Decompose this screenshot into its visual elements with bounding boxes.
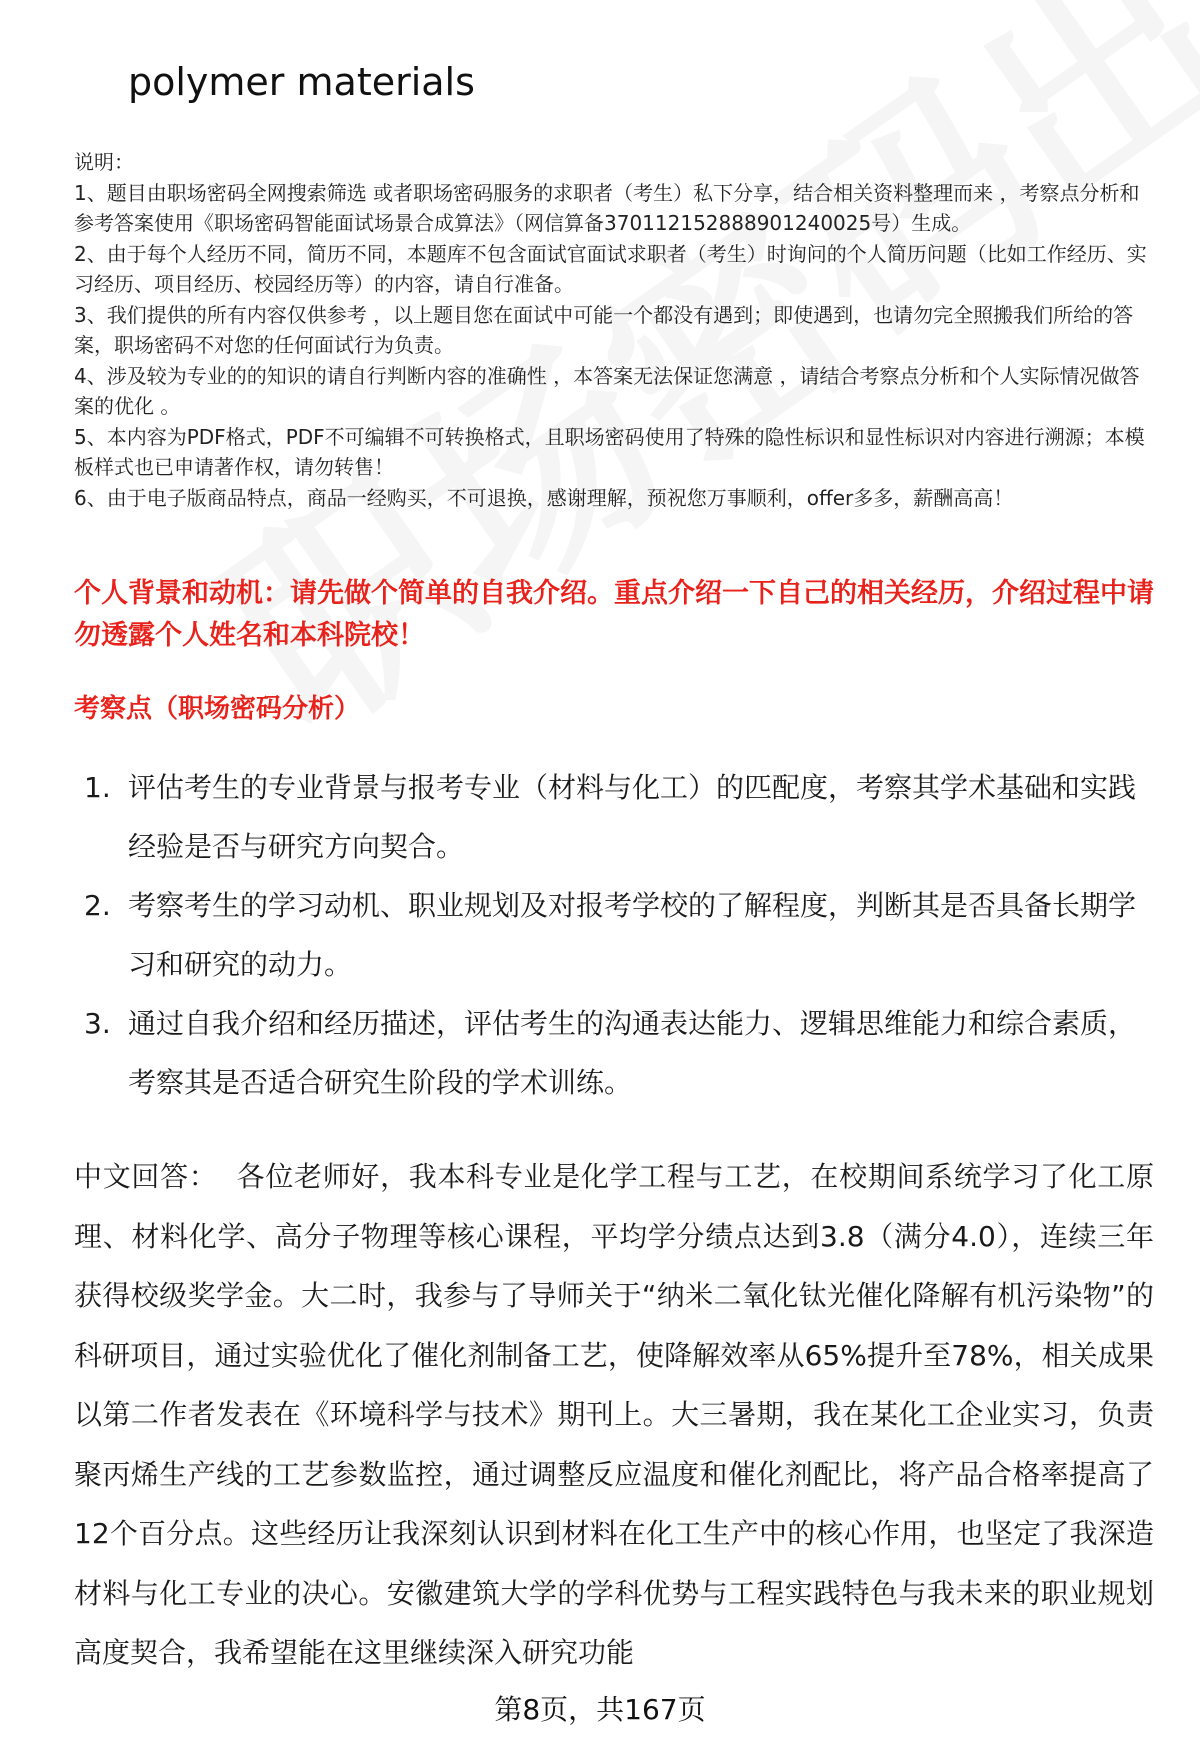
- answer-text: 各位老师好，我本科专业是化学工程与工艺，在校期间系统学习了化工原理、材料化学、高分子物理等核心课程，平均学分绩点达到3.8（满分4.0），连续三年获得校级奖学金。大二时，我参与了导师关于“纳米二氧化钛光催化降解有机污染物”的科研项目，通过实验优化了催化剂制备工艺，使降解效率从65%提升至78%，相关成果以第二作者发表在《环境科学与技术》期刊上。大三暑期，我在某化工企业实习，负责聚丙烯生产线的工艺参数监控，通过调整反应温度和催化剂配比，将产品合格率提高了12个百分点。这些经历让我深刻认识到材料在化工生产中的核心作用，也坚定了我深造材料与化工专业的决心。安徽建筑大学的学科优势与工程实践特色与我未来的职业规划高度契合，我希望能在这里继续深入研究功能: [74, 1160, 1154, 1669]
- point-text: 考察考生的学习动机、职业规划及对报考学校的了解程度，判断其是否具备长期学习和研究的动力。: [128, 889, 1137, 981]
- notes-item-2: 2、由于每个人经历不同，简历不同，本题库不包含面试官面试求职者（考生）时询问的个人简历问题（比如工作经历、实习经历、项目经历、校园经历等）的内容，请自行准备。: [74, 241, 1147, 296]
- point-text: 通过自我介绍和经历描述，评估考生的沟通表达能力、逻辑思维能力和综合素质，考察其是否适合研究生阶段的学术训练。: [128, 1007, 1137, 1099]
- page-title: polymer materials: [128, 60, 475, 104]
- analysis-point: [74, 994, 1154, 1112]
- point-text: 评估考生的专业背景与报考专业（材料与化工）的匹配度，考察其学术基础和实践经验是否与研究方向契合。: [128, 771, 1137, 863]
- analysis-point: [74, 758, 1154, 876]
- notes-item-4: 4、涉及较为专业的的知识的请自行判断内容的准确性 ，本答案无法保证您满意 ，请结合考察点分析和个人实际情况做答案的优化 。: [74, 363, 1140, 418]
- notes-item-3: 3、我们提供的所有内容仅供参考 ，以上题目您在面试中可能一个都没有遇到；即使遇到，也请勿完全照搬我们所给的答案，职场密码不对您的任何面试行为负责。: [74, 302, 1134, 357]
- notes-heading: 说明：: [74, 150, 134, 174]
- notes-section: [74, 147, 1154, 513]
- analysis-points: [74, 758, 1154, 1112]
- notes-item-1: 1、题目由职场密码全网搜索筛选 或者职场密码服务的求职者（考生）私下分享，结合相关资料整理而来 ，考察点分析和参考答案使用《职场密码智能面试场景合成算法》（网信算备370112152888901240025号）生成。: [74, 180, 1140, 235]
- analysis-heading: 考察点（职场密码分析）: [74, 694, 361, 724]
- point-number: 3.: [84, 1007, 111, 1040]
- notes-item-6: 6、由于电子版商品特点，商品一经购买，不可退换，感谢理解，预祝您万事顺利，offer多多，薪酬高高！: [74, 485, 1014, 510]
- notes-item-5: 5、本内容为PDF格式，PDF不可编辑不可转换格式，且职场密码使用了特殊的隐性标识和显性标识对内容进行溯源；本模板样式也已申请著作权，请勿转售！: [74, 424, 1145, 479]
- point-number: 2.: [84, 889, 111, 922]
- answer-label: 中文回答：: [74, 1160, 218, 1193]
- answer-section: [74, 1147, 1154, 1683]
- point-number: 1.: [84, 771, 111, 804]
- analysis-point: [74, 876, 1154, 994]
- interview-question: 个人背景和动机：请先做个简单的自我介绍。重点介绍一下自己的相关经历，介绍过程中请勿透露个人姓名和本科院校！: [74, 578, 1154, 651]
- page-number: 第8页，共167页: [494, 1693, 706, 1726]
